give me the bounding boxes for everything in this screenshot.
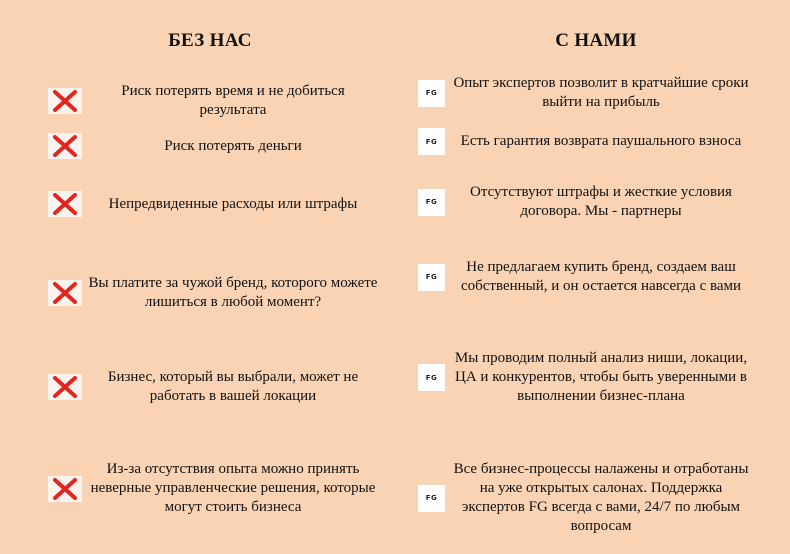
cross-icon [48, 191, 82, 217]
without-us-text: Бизнес, который вы выбрали, может не работать в вашей локации [107, 369, 359, 404]
with-us-item [418, 74, 751, 112]
fg-logo-icon: FG [418, 128, 445, 155]
without-us-item [48, 191, 378, 217]
without-us-title: БЕЗ НАС [168, 30, 252, 51]
without-us-text: Непредвиденные расходы или штрафы [108, 195, 358, 212]
fg-logo-icon: FG [418, 189, 445, 216]
with-us-text: Не предлагаем купить бренд, создаем ваш собственный, и он остается навсегда с вами [460, 259, 742, 294]
with-us-item [418, 460, 751, 536]
fg-logo-icon: FG [418, 264, 445, 291]
with-us-item [418, 258, 751, 296]
with-us-text: Отсутствуют штрафы и жесткие условия договора. Мы - партнеры [470, 184, 732, 219]
with-us-item [418, 183, 751, 221]
cross-icon [48, 280, 82, 306]
cross-icon [48, 133, 82, 159]
without-us-text: Риск потерять время и не добиться результата [121, 83, 345, 118]
with-us-text: Опыт экспертов позволит в кратчайшие сроки выйти на прибыль [453, 75, 749, 110]
fg-logo-icon: FG [418, 80, 445, 107]
with-us-text: Все бизнес-процессы налажены и отработаны на уже открытых салонах. Поддержка экспертов FG всегда с вами, 24/7 по любым вопросам [453, 461, 749, 534]
without-us-item [48, 274, 378, 312]
with-us-item [418, 349, 751, 406]
without-us-item [48, 368, 378, 406]
without-us-text: Вы платите за чужой бренд, которого можете лишиться в любой момент? [88, 275, 378, 310]
cross-icon [48, 476, 82, 502]
without-us-text: Из-за отсутствия опыта можно принять неверные управленческие решения, которые могут стоить бизнеса [90, 461, 376, 515]
fg-logo-icon: FG [418, 364, 445, 391]
cross-icon [48, 88, 82, 114]
without-us-item [48, 133, 378, 159]
without-us-text: Риск потерять деньги [164, 137, 302, 154]
with-us-text: Мы проводим полный анализ ниши, локации, ЦА и конкурентов, чтобы быть уверенными в выполнении бизнес-плана [454, 350, 748, 404]
fg-logo-icon: FG [418, 485, 445, 512]
without-us-item [48, 82, 378, 120]
cross-icon [48, 374, 82, 400]
with-us-text: Есть гарантия возврата паушального взноса [460, 133, 742, 149]
with-us-item [418, 128, 751, 155]
with-us-title: С НАМИ [555, 30, 637, 51]
without-us-item [48, 460, 378, 517]
